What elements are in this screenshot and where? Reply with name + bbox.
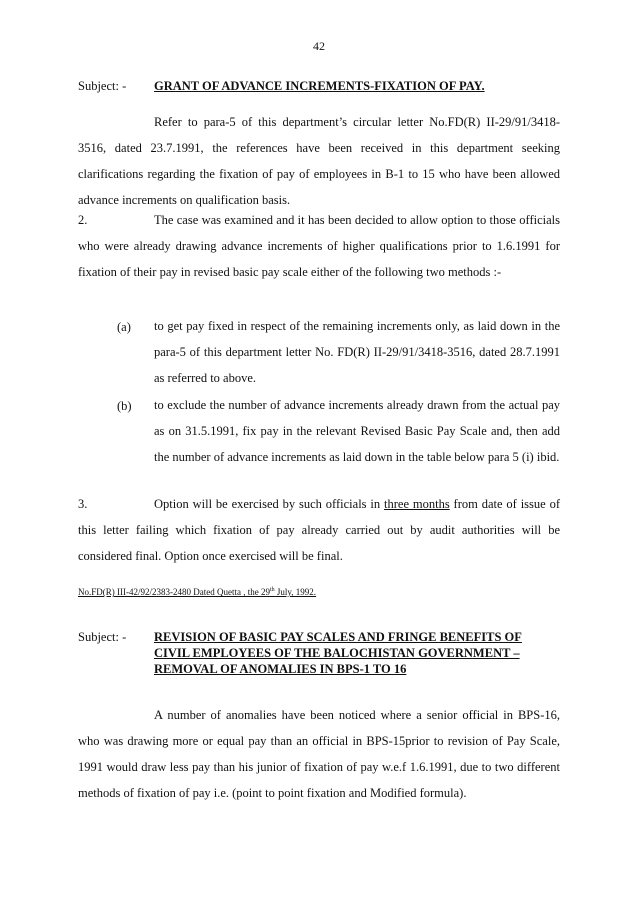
- paragraph-section-2-text: A number of anomalies have been noticed where a senior official in BPS-16, who was drawing more or equal pay than an official in BPS-15prior to revision of Pay Scale, 1991 would draw less pay than his junior of fixation of pay w.e.f 1.6.1991, due to two different methods of fixation of pay i.e. (point to point fixation and Modified formula).: [78, 708, 560, 800]
- intro-paragraph: [78, 109, 560, 213]
- paragraph-3-underlined: three months: [384, 497, 450, 511]
- reference-line: [78, 587, 316, 597]
- subject-title: GRANT OF ADVANCE INCREMENTS-FIXATION OF PAY.: [154, 79, 485, 93]
- reference-date-end: July, 1992.: [274, 587, 317, 597]
- subject-label-2: Subject: -: [78, 630, 127, 644]
- paragraph-3: [78, 491, 560, 569]
- item-b-text: to exclude the number of advance increments already drawn from the actual pay as on 31.5.1991, fix pay in the relevant Revised Basic Pay Scale and, then add the number of advance increments as laid down in the table below para 5 (i) ibid.: [154, 398, 560, 464]
- paragraph-section-2: [78, 702, 560, 806]
- paragraph-number: 2.: [78, 213, 88, 227]
- paragraph-2-text: The case was examined and it has been decided to allow option to those officials who were already drawing advance increments of higher qualifications prior to 1.6.1991 for fixation of their pay in revised basic pay scale either of the following two methods :-: [78, 213, 560, 279]
- reference-superscript: th: [269, 587, 275, 593]
- reference-text: No.FD(R) III-42/92/2383-2480 Dated Quetta , the 29: [78, 587, 270, 597]
- page-number: 42: [313, 39, 325, 53]
- subject-title-2-line-1: REVISION OF BASIC PAY SCALES AND FRINGE BENEFITS OF: [154, 630, 522, 644]
- subject-title-2: [154, 629, 522, 677]
- intro-paragraph-text: Refer to para-5 of this department’s circular letter No.FD(R) II-29/91/3418-3516, dated 23.7.1991, the references have been received in this department seeking clarifications regarding the fixation of pay of employees in B-1 to 15 who have been allowed advance increments on qualification basis.: [78, 115, 560, 207]
- subject-label: Subject: -: [78, 79, 127, 93]
- subject-title-2-line-2: CIVIL EMPLOYEES OF THE BALOCHISTAN GOVERNMENT –: [154, 646, 520, 660]
- item-b-label: (b): [117, 399, 132, 413]
- paragraph-3-text-start: Option will be exercised by such officials in: [154, 497, 385, 511]
- subject-title-2-line-3: REMOVAL OF ANOMALIES IN BPS-1 TO 16: [154, 662, 407, 676]
- paragraph-2: [78, 207, 560, 285]
- paragraph-number: 3.: [78, 497, 88, 511]
- item-a-label: (a): [117, 320, 131, 334]
- paragraph-3-text-end: from date of issue of this letter failing which fixation of pay already carried out by audit authorities will be considered final. Option once exercised will be final.: [78, 497, 560, 563]
- item-a-text: to get pay fixed in respect of the remaining increments only, as laid down in the para-5 of this department letter No. FD(R) II-29/91/3418-3516, dated 28.7.1991 as referred to above.: [154, 319, 560, 385]
